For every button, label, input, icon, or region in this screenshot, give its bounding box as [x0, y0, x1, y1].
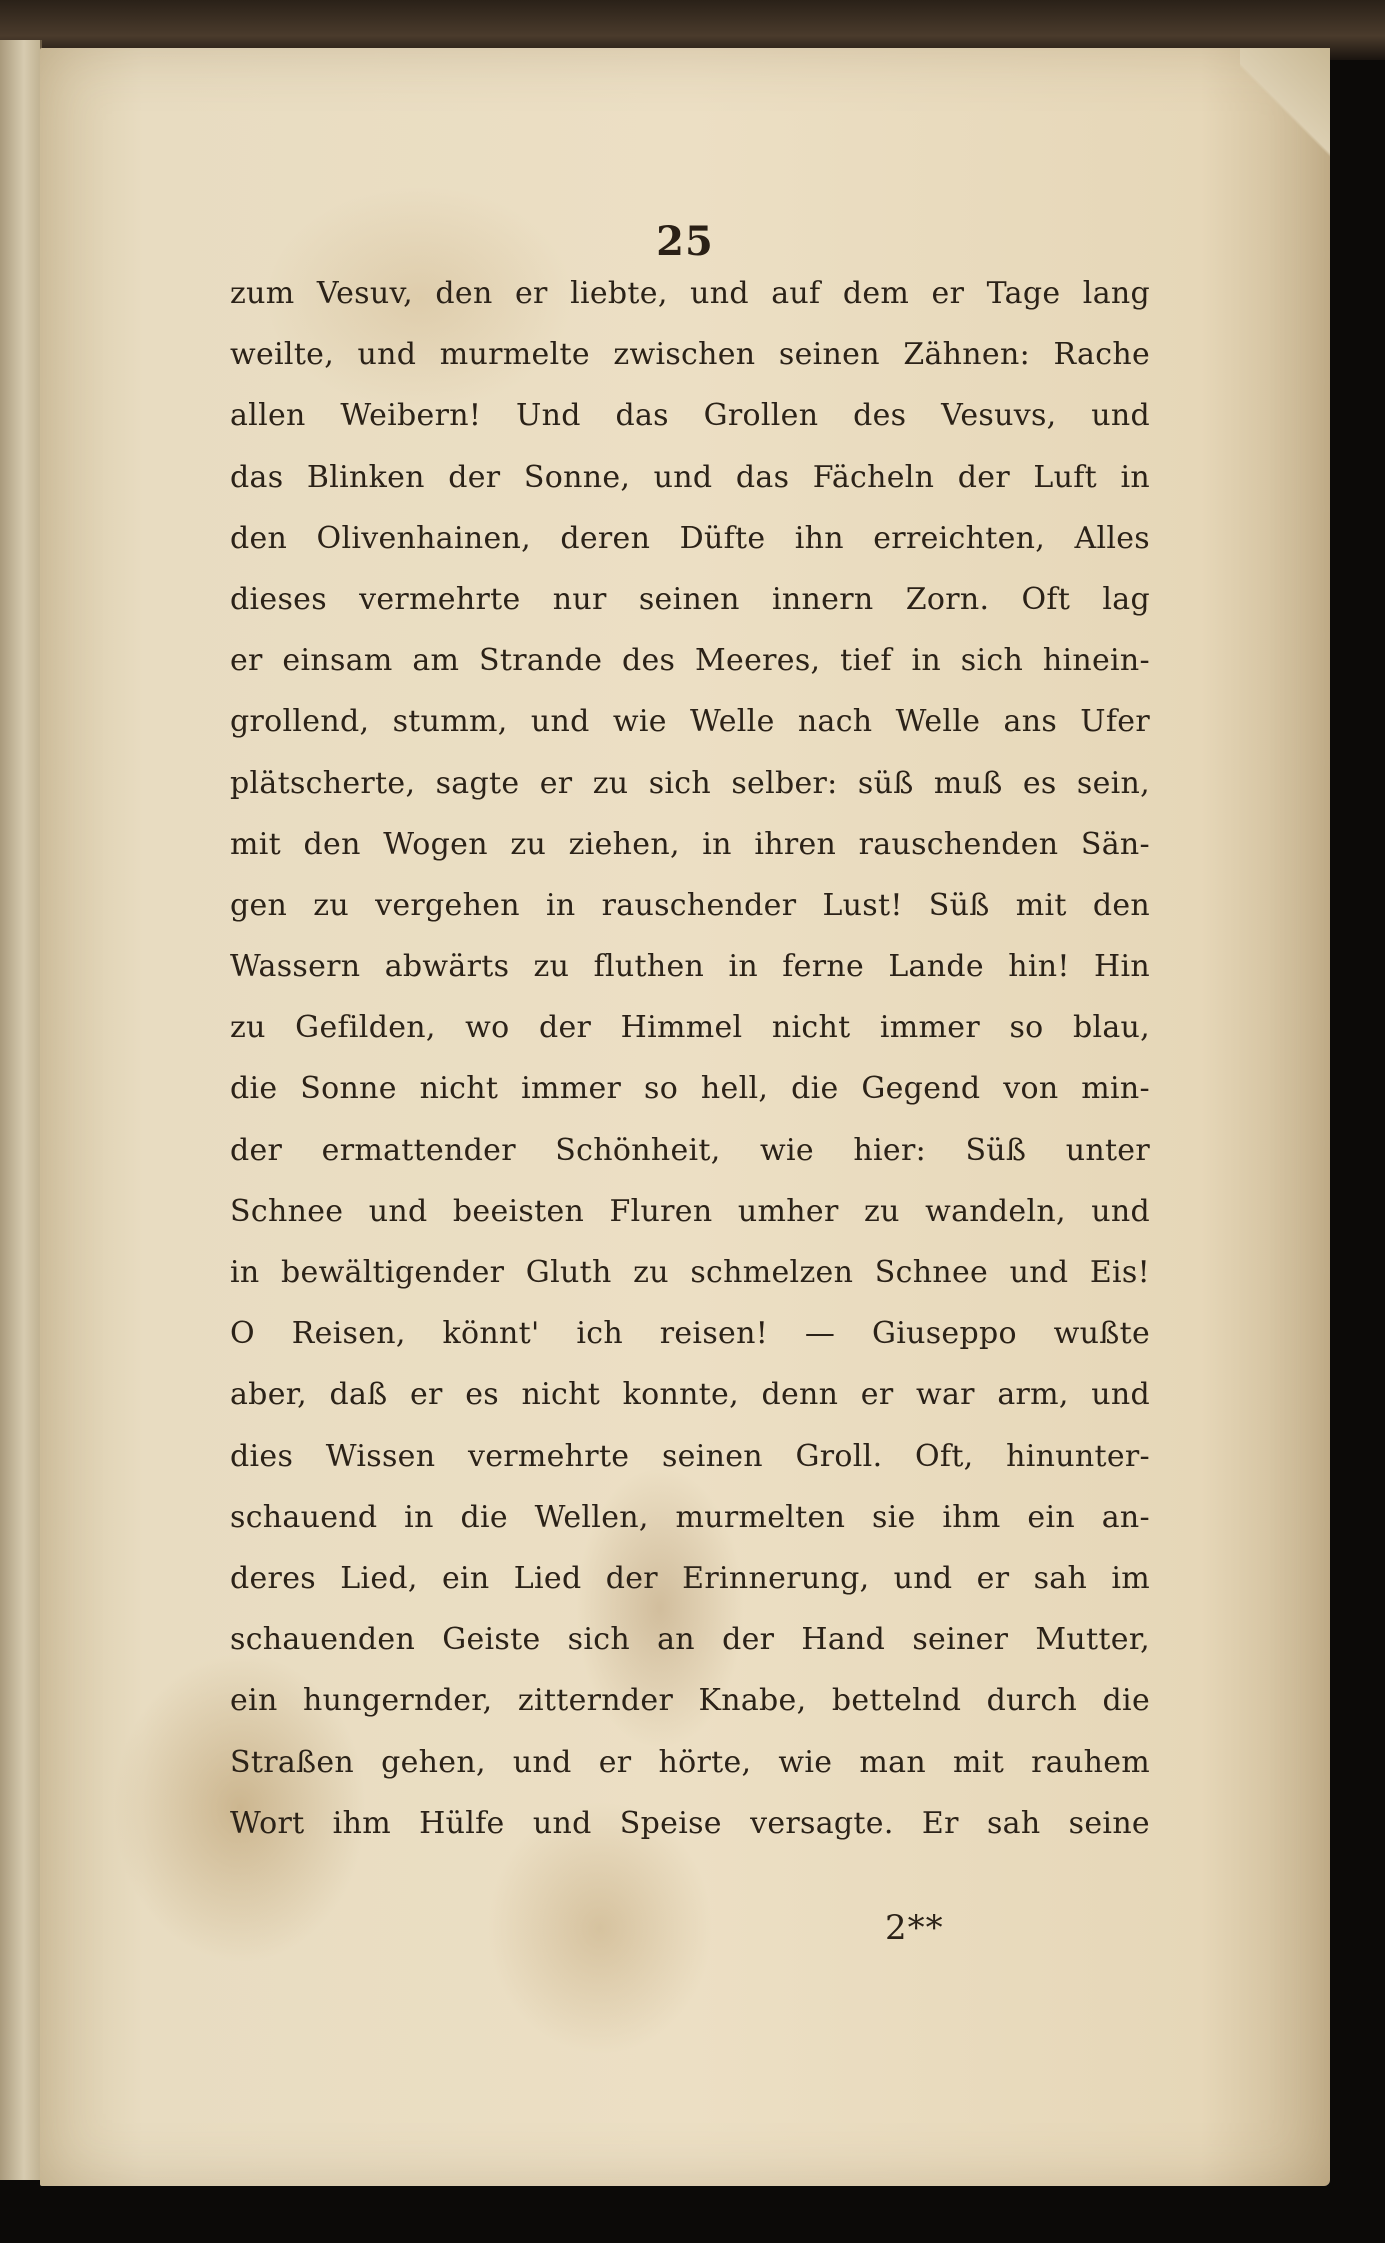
text-line: das Blinken der Sonne, und das Fächeln der Luft in	[230, 459, 1150, 495]
text-line: die Sonne nicht immer so hell, die Gegend von min-	[230, 1071, 1150, 1107]
text-line: Wort ihm Hülfe und Speise versagte. Er sah seine	[230, 1805, 1150, 1841]
body-text	[230, 263, 1150, 1854]
text-line: schauend in die Wellen, murmelten sie ihm ein an-	[230, 1499, 1150, 1535]
text-line: er einsam am Strande des Meeres, tief in sich hinein-	[230, 643, 1150, 679]
text-line: Wassern abwärts zu fluthen in ferne Lande hin! Hin	[230, 949, 1150, 985]
text-line: in bewältigender Gluth zu schmelzen Schnee und Eis!	[230, 1255, 1150, 1290]
text-line: Schnee und beeisten Fluren umher zu wandeln, und	[230, 1193, 1150, 1229]
text-line: den Olivenhainen, deren Düfte ihn erreichten, Alles	[230, 520, 1150, 556]
text-line: Straßen gehen, und er hörte, wie man mit rauhem	[230, 1744, 1150, 1780]
signature-mark: 2**	[885, 1908, 944, 1948]
text-line: grollend, stumm, und wie Welle nach Welle ans Ufer	[230, 704, 1150, 740]
text-line: aber, daß er es nicht konnte, denn er war arm, und	[230, 1377, 1150, 1413]
text-line: O Reisen, könnt' ich reisen! — Giuseppo wußte	[230, 1316, 1150, 1352]
text-line: zu Gefilden, wo der Himmel nicht immer so blau,	[230, 1010, 1150, 1046]
page-corner-fold	[1240, 48, 1330, 168]
text-line: weilte, und murmelte zwischen seinen Zähnen: Rache	[230, 337, 1150, 373]
text-line: der ermattender Schönheit, wie hier: Süß unter	[230, 1132, 1150, 1168]
text-line: deres Lied, ein Lied der Erinnerung, und er sah im	[230, 1560, 1150, 1596]
text-line: dieses vermehrte nur seinen innern Zorn. Oft lag	[230, 581, 1150, 617]
text-line: gen zu vergehen in rauschender Lust! Süß mit den	[230, 887, 1150, 923]
page-number: 25	[656, 218, 714, 265]
text-line: allen Weibern! Und das Grollen des Vesuvs, und	[230, 398, 1150, 434]
page-sheet	[40, 48, 1330, 2186]
text-line: ein hungernder, zitternder Knabe, bettelnd durch die	[230, 1683, 1150, 1719]
text-line: plätscherte, sagte er zu sich selber: süß muß es sein,	[230, 765, 1150, 801]
text-line: mit den Wogen zu ziehen, in ihren rauschenden Sän-	[230, 826, 1150, 862]
text-line: zum Vesuv, den er liebte, und auf dem er Tage lang	[230, 276, 1150, 311]
text-line: schauenden Geiste sich an der Hand seiner Mutter,	[230, 1622, 1150, 1658]
facing-page-edge	[0, 40, 42, 2180]
text-line: dies Wissen vermehrte seinen Groll. Oft, hinunter-	[230, 1438, 1150, 1474]
scan-background	[0, 2186, 1385, 2243]
